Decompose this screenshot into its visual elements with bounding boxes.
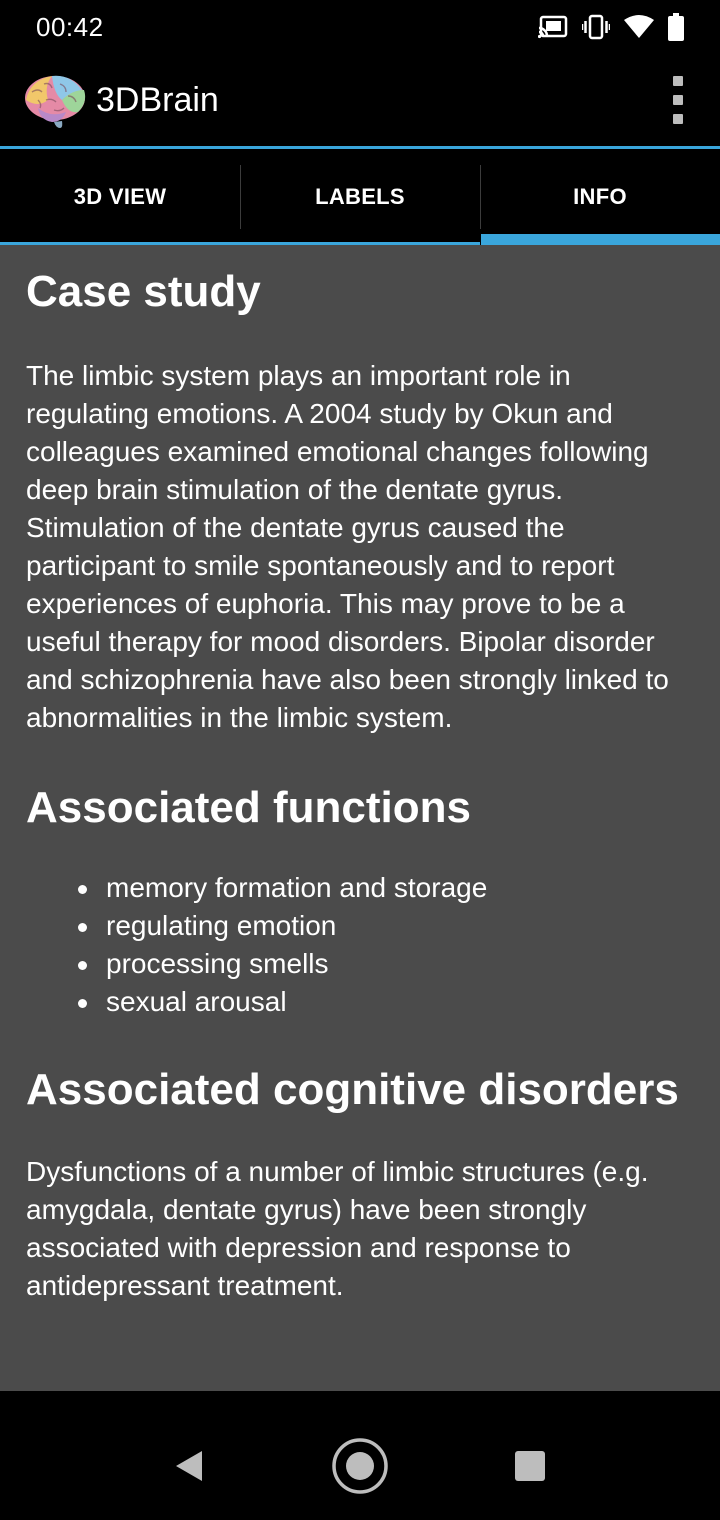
tab-info[interactable] (480, 149, 720, 245)
wifi-icon (624, 15, 654, 39)
case-study-heading: Case study (26, 267, 261, 316)
functions-list (26, 869, 694, 1021)
tab-indicator-active (481, 234, 720, 245)
app-title: 3DBrain (96, 80, 219, 119)
disorders-heading: Associated cognitive disorders (26, 1065, 679, 1114)
list-item: processing smells (78, 945, 694, 983)
status-bar (0, 0, 720, 54)
list-item: regulating emotion (78, 907, 694, 945)
tab-label: LABELS (315, 184, 405, 209)
list-item: memory formation and storage (78, 869, 694, 907)
recents-button[interactable] (495, 1431, 565, 1501)
overflow-menu-icon (673, 76, 683, 86)
functions-heading: Associated functions (26, 783, 471, 832)
cast-icon (538, 15, 568, 39)
battery-icon (668, 13, 684, 41)
tab-bar (0, 149, 720, 245)
home-button[interactable] (325, 1431, 395, 1501)
vibrate-icon (582, 14, 610, 40)
back-icon (172, 1449, 204, 1483)
info-content[interactable] (0, 245, 720, 1391)
overflow-menu-button[interactable] (660, 65, 696, 135)
status-time: 00:42 (36, 11, 104, 42)
tab-label: 3D VIEW (73, 184, 167, 209)
tab-3d-view[interactable] (0, 149, 240, 245)
disorders-text: Dysfunctions of a number of limbic structures (e.g. amygdala, dentate gyrus) have been strongly associated with depression and response to antidepressant treatment. (26, 1156, 649, 1301)
list-item: sexual arousal (78, 983, 694, 1021)
tab-labels[interactable] (240, 149, 480, 245)
recents-icon (514, 1450, 546, 1482)
system-nav-bar (0, 1391, 720, 1520)
case-study-text: The limbic system plays an important role in regulating emotions. A 2004 study by Okun and colleagues examined emotional changes following deep brain stimulation of the dentate gyrus. Stimulation of the dentate gyrus caused the participant to smile spontaneously and to report experiences of euphoria. This may prove to be a useful therapy for mood disorders. Bipolar disorder and schizophrenia have also been strongly linked to abnormalities in the limbic system. (26, 360, 669, 733)
home-icon (331, 1437, 389, 1495)
tab-label: INFO (573, 184, 627, 209)
brain-logo-icon (24, 70, 88, 130)
app-bar (0, 54, 720, 146)
back-button[interactable] (153, 1431, 223, 1501)
status-icons (538, 13, 684, 41)
